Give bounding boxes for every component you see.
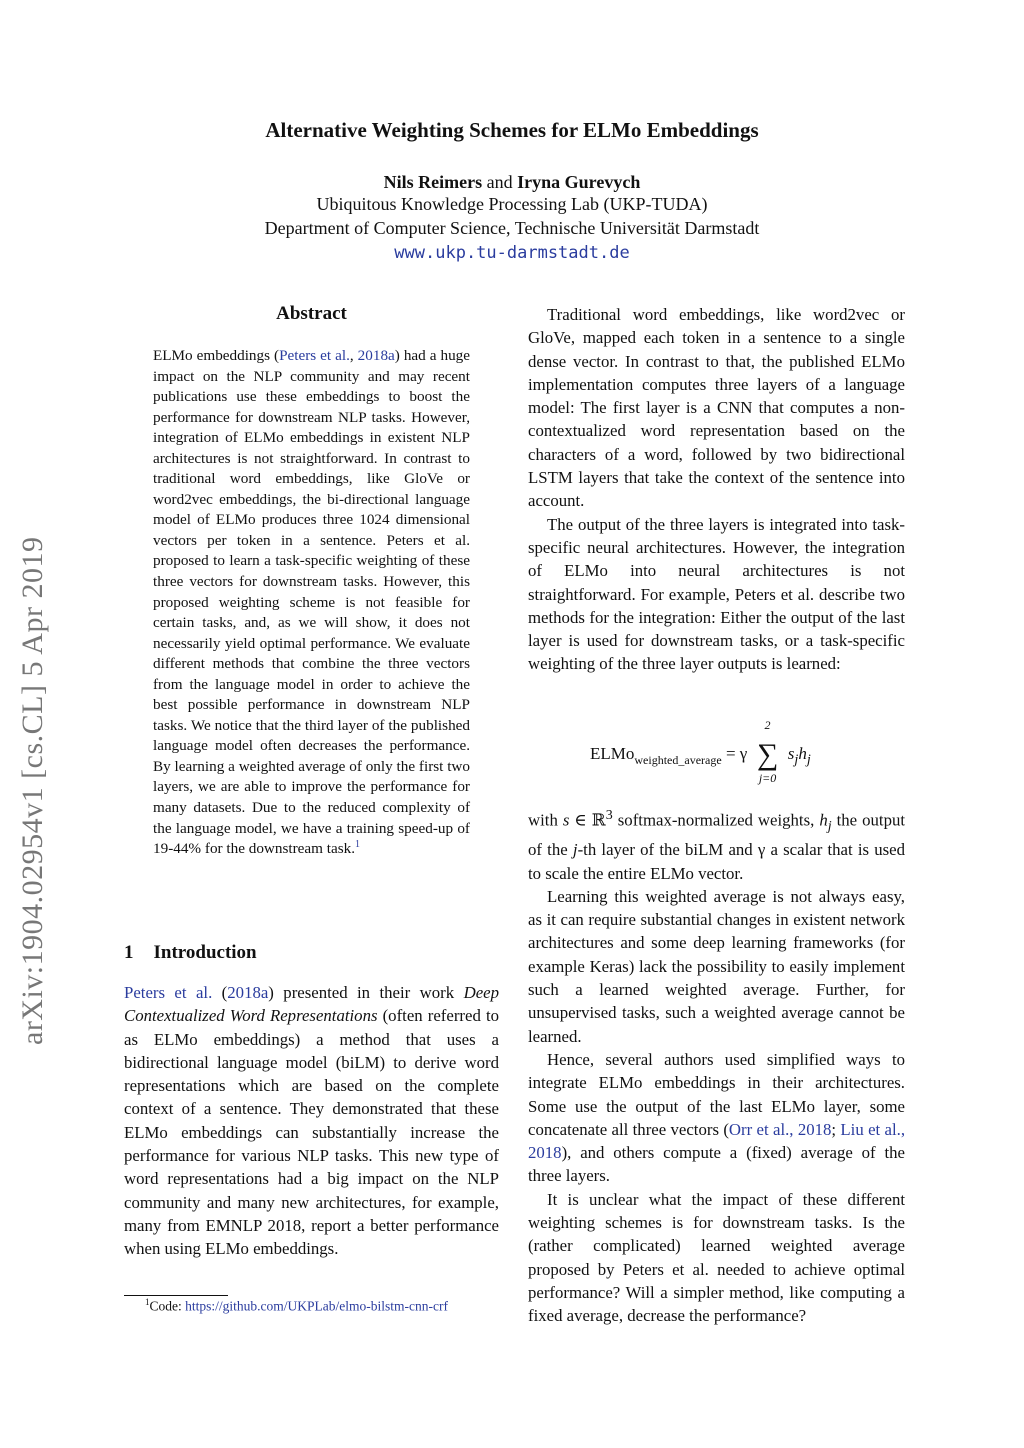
eq-lhs: ELMo — [590, 743, 635, 763]
citation-year-link[interactable]: 2018a — [357, 347, 395, 364]
citation-link[interactable]: Peters et al. — [124, 983, 213, 1002]
author-conjunction: and — [486, 172, 513, 192]
text: ), and others compute a (fixed) average of the three layers. — [528, 1143, 905, 1186]
affiliation-department: Department of Computer Science, Technische Universität Darmstadt — [264, 218, 760, 238]
paragraph: Learning this weighted average is not always easy, as it can require substantial changes in existent network architectures and some deep learning frameworks (for example Keras) lack the possibility to easily implement such a learned weighted average. Further, for unsupervised tasks, such a weighted average cannot be learned. — [528, 886, 905, 1046]
section-number: 1 — [124, 942, 134, 963]
paper-title: Alternative Weighting Schemes for ELMo Embeddings — [265, 118, 759, 142]
citation-year-link[interactable]: 2018a — [227, 983, 269, 1002]
intro-paragraph — [124, 981, 499, 1261]
author-name: Iryna Gurevych — [517, 172, 641, 192]
footnote — [145, 1297, 448, 1315]
sigma-symbol: ∑ — [756, 738, 779, 771]
footnote-marker-link[interactable]: 1 — [355, 839, 361, 851]
citation-link[interactable]: Peters et al. — [279, 347, 350, 364]
arxiv-sidebar-stamp: arXiv:1904.02954v1 [cs.CL] 5 Apr 2019 — [16, 536, 49, 1045]
paragraph — [528, 1048, 905, 1188]
abstract-heading: Abstract — [276, 303, 347, 324]
eq-term: h — [798, 743, 807, 763]
eq-equals: = γ — [725, 743, 748, 763]
math-set: ∈ ℝ — [569, 810, 606, 830]
abstract-text: ) had a huge impact on the NLP community and may recent publications use these embeddings to boost the performance for downstream NLP tasks. However, integration of ELMo embeddings in existent NLP architectures is not straightforward. In contrast to traditional word embeddings, like GloVe or word2vec embeddings, the bi-directional language model of ELMo produces three 1024 dimensional vectors per token in a sentence. Peters et al. proposed to learn a task-specific weighting of these three vectors for downstream tasks. However, this proposed weighting scheme is not feasible for certain tasks, and, as we will show, it does not necessarily yield optimal performance. We evaluate different methods that combine the three vectors from the language model in order to achieve the best possible performance in downstream NLP tasks. We notice that the third layer of the published language model often decreases the performance. By learning a weighted average of only the first two layers, we are able to improve the performance for many datasets. Due to the reduced complexity of the language model, we have a training speed-up of 19-44% for the downstream task. — [153, 347, 470, 858]
intro-text: (often referred to as ELMo embeddings) a method that uses a bidirectional language model (biLM) to derive word representations which are based on the complete context of a sentence. They demonstrated that these ELMo embeddings can substantially increase the performance for various NLP tasks. This new type of word representations had a big impact on the NLP community and many new architectures, for example, many from EMNLP 2018, report a better performance when using ELMo embeddings. — [124, 1006, 499, 1259]
eq-term-subscript: j — [806, 751, 811, 768]
citation-separator: ; — [831, 1119, 841, 1139]
paragraph: It is unclear what the impact of these different weighting schemes is for downstream tasks. Is the (rather complicated) learned weighted average proposed by Peters et al. needed to achieve optimal performance? Will a simpler method, like computing a fixed average, decrease the performance? — [528, 1189, 905, 1326]
author-line — [0, 170, 1024, 194]
right-column-top — [528, 303, 905, 676]
math-subscript: j — [827, 818, 832, 834]
citation-link[interactable]: Orr et al., 2018 — [728, 1119, 832, 1139]
abstract-body — [153, 346, 470, 860]
summation — [752, 718, 784, 785]
work-title: Deep Contextualized Word Representations — [124, 983, 499, 1026]
section-heading — [124, 942, 257, 964]
math-var: j — [572, 840, 578, 860]
text: Hence, several authors used simplified ways to integrate ELMo embeddings in their architectures. Some use the output of the last ELMo layer, some concatenate all three vectors ( — [528, 1049, 905, 1139]
math-exponent: 3 — [605, 808, 613, 823]
text: with — [528, 810, 563, 830]
paragraph — [528, 804, 905, 885]
equation-body — [590, 718, 811, 785]
right-column-bottom — [528, 804, 905, 1327]
paragraph: The output of the three layers is integrated into task-specific neural architectures. However, the integration of ELMo into neural architectures is not straightforward. For example, Peters et al. describe two methods for the integration: Either the output of the last layer is used for downstream tasks, or a task-specific weighting of the three layer outputs is learned: — [528, 514, 905, 674]
lab-url-link[interactable]: www.ukp.tu-darmstadt.de — [394, 243, 630, 263]
citation-separator: , — [349, 347, 358, 364]
section-title: Introduction — [153, 942, 257, 963]
intro-text: presented in their work — [273, 983, 464, 1002]
affiliation-lab: Ubiquitous Knowledge Processing Lab (UKP-TUDA) — [316, 194, 708, 214]
text: -th layer of the biLM and γ a scalar that is used to scale the entire ELMo vector. — [528, 840, 905, 883]
citation-paren: ) — [268, 983, 274, 1002]
eq-term: s — [787, 743, 795, 763]
footnote-rule — [124, 1295, 228, 1296]
citation-paren: ( — [212, 983, 228, 1002]
sum-upper-limit: 2 — [764, 718, 771, 732]
footnote-label: Code: — [149, 1298, 186, 1314]
text: softmax-normalized weights, — [612, 810, 820, 830]
paragraph: Traditional word embeddings, like word2vec or GloVe, mapped each token in a sentence to a single dense vector. In contrast to that, the published ELMo implementation computes three layers of a language model: The first layer is a CNN that computes a non-contextualized word representation based on the characters of a word, followed by two bidirectional LSTM layers that take the context of the sentence into account. — [528, 305, 905, 511]
math-var: h — [819, 810, 828, 830]
footnote-mark: 1 — [145, 1297, 150, 1307]
author-name: Nils Reimers — [383, 172, 483, 192]
sum-lower-limit: j=0 — [758, 771, 777, 785]
eq-term-subscript: j — [794, 751, 799, 768]
text: the output of the — [528, 810, 906, 860]
citation-link[interactable]: Liu et al., 2018 — [528, 1119, 906, 1163]
equation — [528, 718, 905, 788]
math-var: s — [562, 810, 570, 830]
code-link[interactable]: https://github.com/UKPLab/elmo-bilstm-cnn-crf — [185, 1298, 448, 1314]
abstract-text: ELMo embeddings ( — [153, 347, 280, 364]
eq-lhs-subscript: weighted_average — [634, 752, 722, 767]
